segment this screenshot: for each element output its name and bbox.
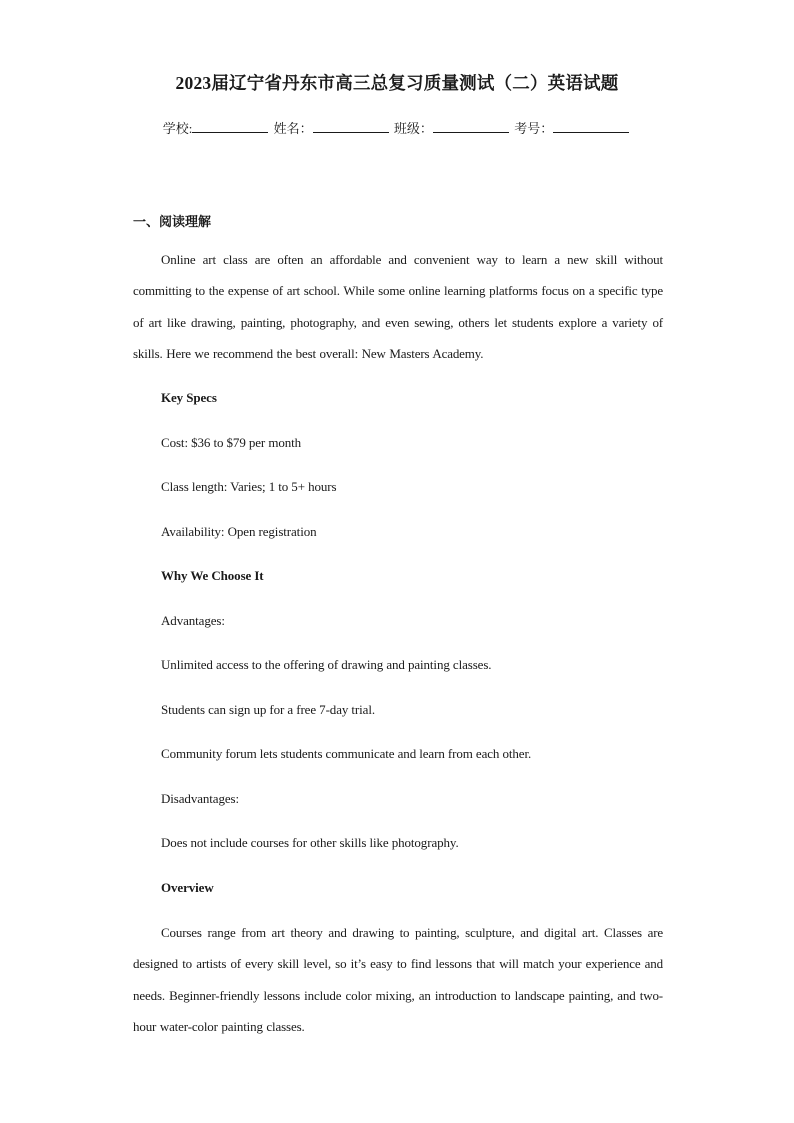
info-class [394, 118, 511, 137]
info-class-blank [433, 119, 509, 133]
info-name-blank [313, 119, 389, 133]
advantage-item: Community forum lets students communicate and learn from each other. [161, 746, 532, 761]
disadvantage-item: Does not include courses for other skills like photography. [161, 835, 459, 850]
cost-line: Cost: $36 to $79 per month [161, 435, 302, 450]
intro-paragraph: Online art class are often an affordable and convenient way to learn a new skill without committing to the expense of art school. While some online learning platforms focus on a specific type of art like drawing, painting, photography, and even sewing, others let students explore a variety of skills. Here we recommend the best overall: New Masters Academy. [133, 252, 663, 361]
section-title: 一、阅读理解 [133, 214, 212, 229]
document-title: 2023届辽宁省丹东市高三总复习质量测试（二）英语试题 [175, 73, 619, 93]
info-school-label: 学校: [162, 121, 193, 136]
info-exam-number-blank [553, 119, 629, 133]
overview-paragraph-block [133, 917, 663, 1042]
why-heading: Why We Choose It [161, 568, 264, 583]
info-class-label: 班级： [393, 121, 433, 136]
class-length-line: Class length: Varies; 1 to 5+ hours [161, 479, 337, 494]
info-name-label: 姓名： [273, 121, 313, 136]
advantage-item: Unlimited access to the offering of drawing and painting classes. [161, 657, 492, 672]
overview-heading: Overview [161, 880, 214, 895]
info-name [274, 118, 391, 137]
disadvantages-label: Disadvantages: [161, 791, 240, 806]
key-specs-heading: Key Specs [161, 390, 217, 405]
info-school [163, 118, 271, 137]
info-exam-number [514, 118, 631, 137]
info-school-blank [192, 119, 268, 133]
info-exam-number-label: 考号： [514, 121, 554, 136]
overview-paragraph: Courses range from art theory and drawing to painting, sculpture, and digital art. Classes are designed to artists of every skill level, so it’s easy to find lessons that will match your experience and needs. Beginner-friendly lessons include color mixing, an introduction to landscape painting, and two-hour water-color painting classes. [133, 925, 663, 1034]
intro-paragraph-block [133, 244, 663, 369]
advantages-label: Advantages: [161, 613, 225, 628]
advantage-item: Students can sign up for a free 7-day trial. [161, 702, 376, 717]
availability-line: Availability: Open registration [161, 524, 317, 539]
student-info-row [0, 118, 794, 137]
